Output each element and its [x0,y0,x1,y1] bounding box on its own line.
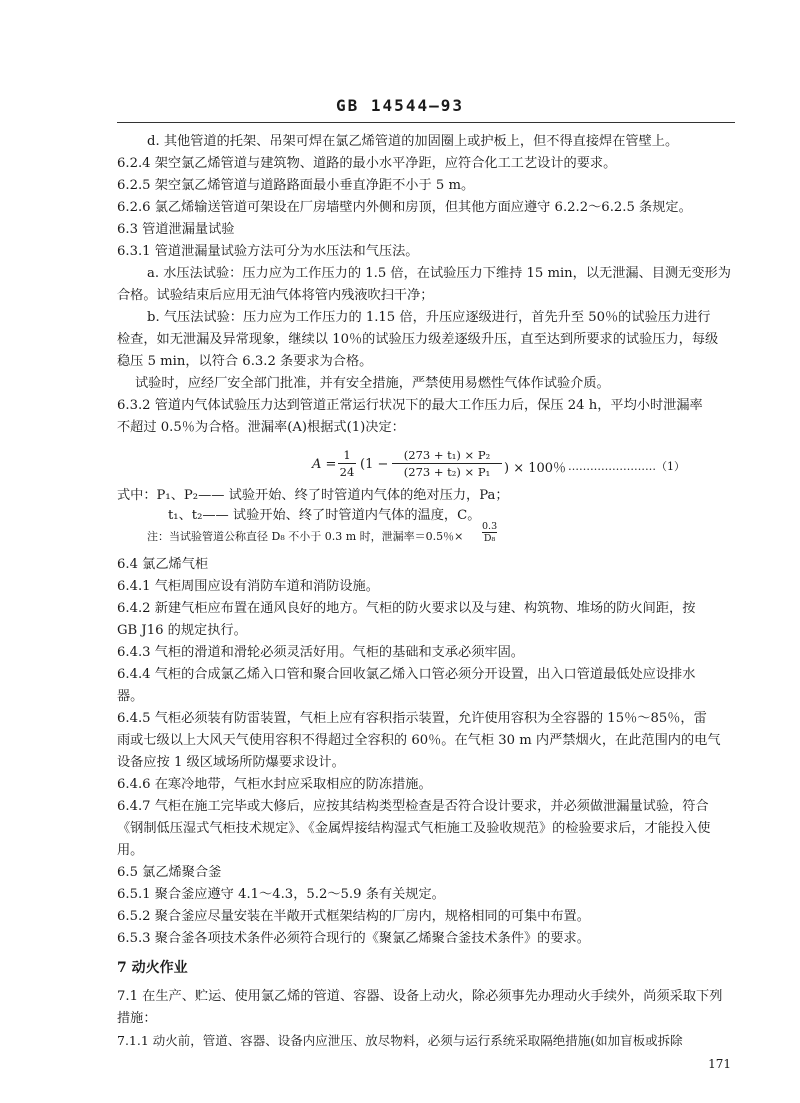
text-line: 6.2.4 架空氯乙烯管道与建筑物、道路的最小水平净距，应符合化工工艺设计的要求。 [117,156,617,171]
text-line: 《钢制低压湿式气柜技术规定》、《金属焊接结构湿式气柜施工及验收规范》的检验要求后，才能投入使 [117,821,711,836]
text-line: 合格。试验结束后应用无油气体将管内残液吹扫干净； [117,288,434,303]
text-line: 6.2.6 氯乙烯输送管道可架设在厂房墙壁内外侧和房顶，但其他方面应遵守 6.2.2～6.2.5 条规定。 [117,200,692,215]
text-line: d. 其他管道的托架、吊架可焊在氯乙烯管道的加固圈上或护板上，但不得直接焊在管壁上。 [147,134,679,149]
section-heading: 6.5 氯乙烯聚合釜 [117,865,222,880]
chapter-heading: 7 动火作业 [117,960,188,976]
text-line: a. 水压法试验：压力应为工作压力的 1.5 倍，在试验压力下维持 15 min，以无泄漏、目测无变形为 [147,266,731,281]
text-line: b. 气压法试验：压力应为工作压力的 1.15 倍，升压应逐级进行，首先升至 50％的试验压力进行 [147,310,711,325]
text-line: 6.5.3 聚合釜各项技术条件必须符合现行的《聚氯乙烯聚合釜技术条件》的要求。 [117,931,590,946]
text-line: 措施： [117,1011,157,1026]
text-line: 6.4.1 气柜周围应设有消防车道和消防设施。 [117,579,379,594]
text-line: 设备应按 1 级区域场所防爆要求设计。 [117,755,345,770]
text-line: 6.4.5 气柜必须装有防雷装置，气柜上应有容积指示装置，允许使用容积为全容器的 15％～85％，雷 [117,711,707,726]
formula-open: (1 − [360,457,389,472]
text-line: 式中：P₁、P₂—— 试验开始、终了时管道内气体的绝对压力，Pa； [117,488,509,503]
note-fraction: 0.3 D₈ [482,521,498,544]
text-line: 6.4.4 气柜的合成氯乙烯入口管和聚合回收氯乙烯入口管必须分开设置，出入口管道最低处应设排水 [117,667,696,682]
text-line: 6.3.1 管道泄漏量试验方法可分为水压法和气压法。 [117,244,419,259]
text-line: 器。 [117,689,144,704]
text-line: 6.5.1 聚合釜应遵守 4.1～4.3，5.2～5.9 条有关规定。 [117,887,445,902]
text-line: 6.4.7 气柜在施工完毕或大修后，应按其结构类型检查是否符合设计要求，并必须做泄漏量试验，符合 [117,799,709,814]
text-line: 7.1 在生产、贮运、使用氯乙烯的管道、容器、设备上动火，除必须事先办理动火手续外，尚须采取下列 [117,989,723,1004]
formula-coefficient: $\frac{1}{24}$ [339,448,355,479]
note-line: 注：当试验管道公称直径 D₈ 不小于 0.3 m 时，泄漏率＝0.5％× [147,530,464,543]
text-line: 检查，如无泄漏及异常现象，继续以 10％的试验压力级差逐级升压，直至达到所要求的试验压力，每级 [117,332,719,347]
text-line: GB J16 的规定执行。 [117,623,247,638]
text-line: 不超过 0.5％为合格。泄漏率(A)根据式(1)决定： [117,420,405,435]
formula-lhs: A = [312,457,337,472]
standard-code-header: GB 14544—93 [336,96,464,115]
text-line: 6.4.3 气柜的滑道和滑轮必须灵活好用。气柜的基础和支承必须牢固。 [117,645,524,660]
equation-number: ……………………（1） [568,460,685,473]
text-line: t₁、t₂—— 试验开始、终了时管道内气体的温度，C。 [168,508,481,523]
section-heading: 6.3 管道泄漏量试验 [117,222,235,237]
text-line: 6.3.2 管道内气体试验压力达到管道正常运行状况下的最大工作压力后，保压 24 h，平均小时泄漏率 [117,398,703,413]
text-line: 试验时，应经厂安全部门批准，并有安全措施，严禁使用易燃性气体作试验介质。 [135,376,610,391]
text-line: 6.4.6 在寒冷地带，气柜水封应采取相应的防冻措施。 [117,777,432,792]
text-line: 雨或七级以上大风天气使用容积不得超过全容积的 60％。在气柜 30 m 内严禁烟火，在此范围内的电气 [117,733,721,748]
text-line: 7.1.1 动火前，管道、容器、设备内应泄压、放尽物料，必须与运行系统采取隔绝措施(如加盲板或拆除 [117,1033,683,1048]
formula-fraction: $\frac{\text{(273 + t₁) × P₂}}{\text{(273 + t₂) × P₁}}$ [392,448,502,479]
text-line: 6.4.2 新建气柜应布置在通风良好的地方。气柜的防火要求以及与建、构筑物、堆场的防火间距，按 [117,601,696,616]
text-line: 用。 [117,843,144,858]
page-number: 171 [708,1057,731,1071]
text-line: 6.5.2 聚合釜应尽量安装在半敞开式框架结构的厂房内，规格相同的可集中布置。 [117,909,590,924]
leakage-rate-formula [0,446,800,486]
header-rule [117,122,735,123]
formula-close: ) × 100％ [504,461,567,476]
section-heading: 6.4 氯乙烯气柜 [117,557,209,572]
text-line: 6.2.5 架空氯乙烯管道与道路路面最小垂直净距不小于 5 m。 [117,178,475,193]
text-line: 稳压 5 min，以符合 6.3.2 条要求为合格。 [117,354,373,369]
